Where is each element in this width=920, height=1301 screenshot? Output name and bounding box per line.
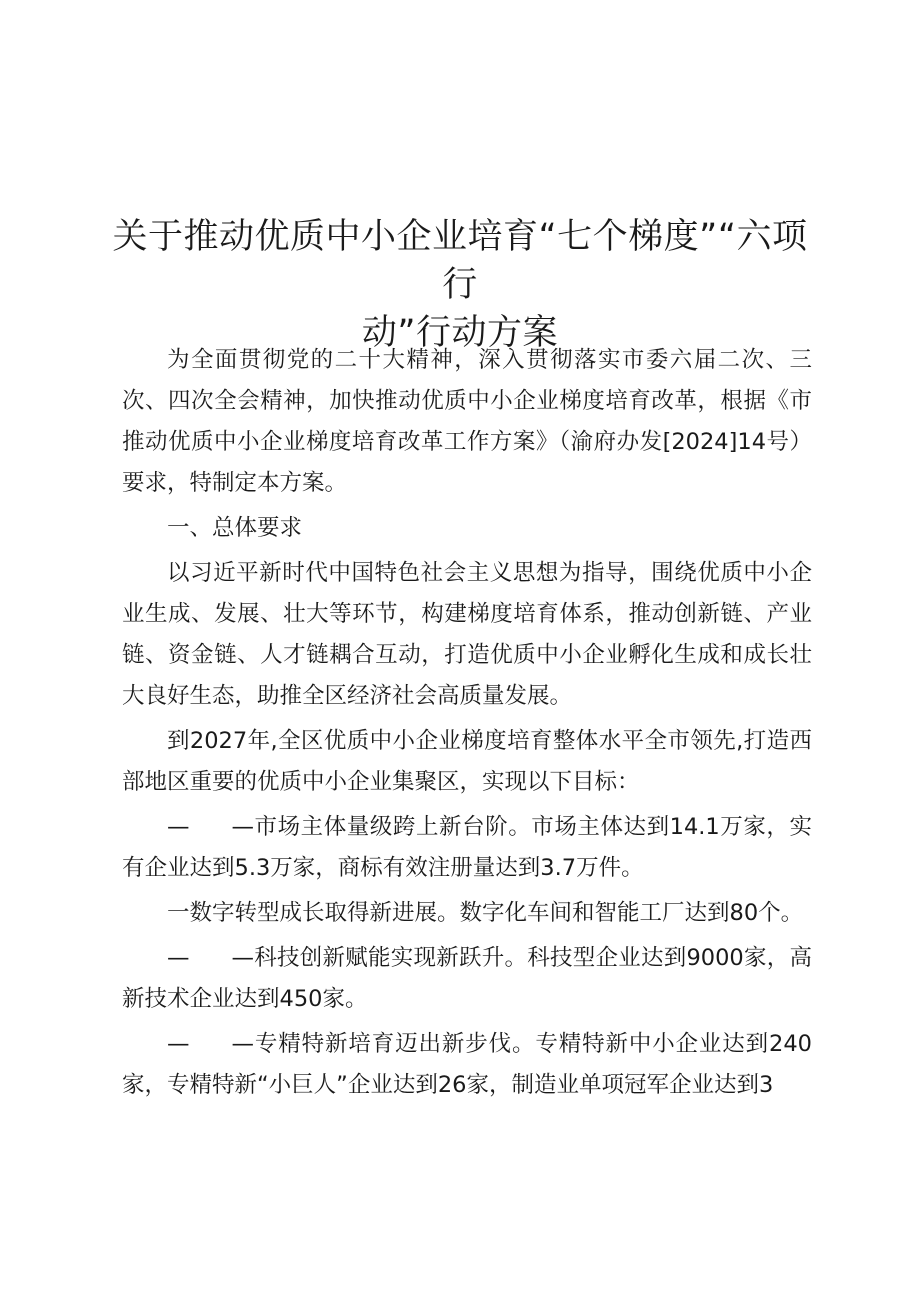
goal-text: —科技创新赋能实现新跃升。科技型企业达到9000家，高新技术企业达到450家。: [122, 945, 812, 1012]
goal-text: —市场主体量级跨上新台阶。市场主体达到14.1万家，实有企业达到5.3万家，商标有效注册量达到3.7万件。: [122, 814, 812, 881]
goal-item: [122, 807, 812, 889]
title-line-2: 动”行动方案: [361, 313, 559, 353]
goal-text: 一数字转型成长取得新进展。数字化车间和智能工厂达到80个。: [167, 900, 804, 926]
title-line-1: 关于推动优质中小企业培育“七个梯度”“六项行: [112, 217, 808, 305]
target-intro-paragraph: 到2027年,全区优质中小企业梯度培育整体水平全市领先,打造西部地区重要的优质中小企业集聚区，实现以下目标：: [122, 728, 812, 795]
goal-item: [122, 1024, 812, 1106]
section-heading: 一、总体要求: [167, 515, 303, 541]
intro-paragraph: 为全面贯彻党的二十大精神，深入贯彻落实市委六届二次、三次、四次全会精神，加快推动优质中小企业梯度培育改革，根据《市推动优质中小企业梯度培育改革工作方案》（渝府办发[2024]14号）要求，特制定本方案。: [122, 347, 812, 496]
goal-dash: —: [167, 945, 190, 971]
goal-item: [122, 893, 812, 934]
goal-text: —专精特新培育迈出新步伐。专精特新中小企业达到240家，专精特新“小巨人”企业达到26家，制造业单项冠军企业达到3: [122, 1031, 812, 1098]
goal-dash: —: [167, 1031, 190, 1057]
document-title: [110, 213, 810, 357]
guideline-paragraph: 以习近平新时代中国特色社会主义思想为指导，围绕优质中小企业生成、发展、壮大等环节，构建梯度培育体系，推动创新链、产业链、资金链、人才链耦合互动，打造优质中小企业孵化生成和成长壮大良好生态，助推全区经济社会高质量发展。: [122, 560, 812, 709]
goal-dash: —: [167, 814, 190, 840]
document-body: [122, 340, 812, 1106]
goal-item: [122, 938, 812, 1020]
